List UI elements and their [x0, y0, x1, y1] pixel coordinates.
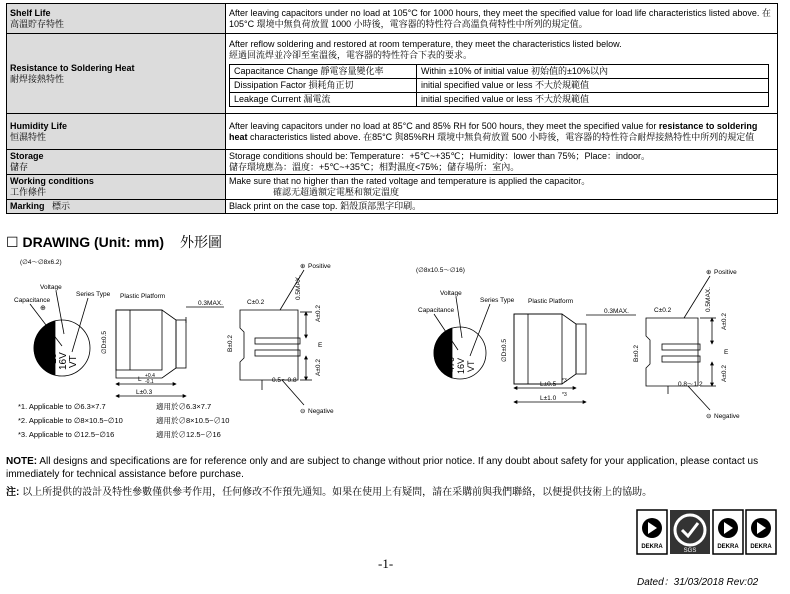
right-w-dim: 0.8～1.2	[678, 381, 703, 388]
subtable-row	[230, 64, 769, 78]
right-d-dim: ∅D±0.5	[501, 339, 508, 362]
humidity-text-a: After leaving capacitors under no load at 85°C and 85% RH for 500 hours, they meet the specified value for	[229, 120, 659, 131]
subtable-row	[230, 92, 769, 106]
footnote-zh: 適用於∅6.3×7.7	[156, 402, 212, 411]
note-zh-text: 以上所提供的設計及特性參數僅供參考作用，任何修改不作預先通知。如果在使用上有疑問，請在采購前與我們聯絡，以便提供技術上的協助。	[19, 487, 653, 498]
page-number: -1-	[378, 556, 394, 571]
soldering-subtable	[229, 64, 769, 107]
left-positive-label: Positive	[308, 263, 331, 270]
left-cap-value: 10	[48, 352, 59, 364]
left-series-mark: VT	[68, 355, 79, 368]
right-max-dim: 0.3MAX.	[604, 308, 629, 315]
right-a-top: A±0.2	[721, 313, 728, 330]
footnote-zh: 適用於∅8×10.5~∅10	[156, 416, 230, 425]
left-a-bot: A±0.2	[315, 359, 322, 376]
right-series-label: Series Type	[480, 297, 515, 304]
right-bottom-view	[646, 318, 698, 386]
subtable-row	[230, 78, 769, 92]
left-side-view	[116, 310, 162, 370]
right-capacitance-label: Capacitance	[418, 307, 455, 314]
left-e-dim: E	[318, 342, 323, 349]
spec-label-zh: 耐焊接熱特性	[10, 73, 65, 84]
spec-label	[7, 4, 226, 34]
soldering-intro-zh: 經過回流焊並冷卻至室溫後，電容器的特性符合下表的要求。	[229, 49, 473, 60]
right-l-dim: L±0.5	[540, 381, 557, 388]
footnote-en: *1. Applicable to ∅6.3×7.7	[18, 402, 106, 411]
spec-label	[7, 175, 226, 200]
subtable-value: initial specified value or less 不大於規範值	[417, 78, 769, 92]
footnote-zh: 適用於∅12.5~∅16	[156, 430, 221, 439]
spec-value	[226, 150, 778, 175]
drawing-heading	[6, 232, 222, 252]
dekra-logo	[637, 510, 667, 554]
working-line-en: Make sure that no higher than the rated voltage and temperature is applied the capacitor。	[229, 176, 591, 186]
left-l-tol-bot: -0.1	[145, 379, 154, 385]
right-l-mark: *3	[562, 378, 567, 384]
spec-label-zh: 高溫貯存特性	[10, 18, 65, 29]
left-l-dim: L	[138, 376, 142, 383]
dated-revision: Dated：31/03/2018 Rev:02	[637, 577, 759, 588]
spec-label	[7, 150, 226, 175]
left-capacitance-label: Capacitance	[14, 297, 51, 304]
left-series-label: Series Type	[76, 291, 111, 298]
spec-row-marking	[7, 200, 778, 214]
drawing-area	[0, 250, 790, 450]
subtable-item: Capacitance Change 靜電容量變化率	[230, 64, 417, 78]
left-l-tol-top: +0.4	[145, 373, 155, 379]
spec-value	[226, 114, 778, 150]
subtable-value: initial specified value or less 不大於規範值	[417, 92, 769, 106]
spec-label-en: Working conditions	[10, 176, 94, 186]
spec-row-storage	[7, 150, 778, 175]
left-negative-label: Negative	[308, 408, 334, 415]
humidity-text-c: characteristics listed above. 在85°C 與85%RH 環境中無負荷放置 500 小時後，電容器的特性符合耐焊接熱特性中所列的規定值	[247, 131, 755, 142]
right-a-bot: A±0.2	[721, 365, 728, 382]
spec-label	[7, 34, 226, 114]
dekra-logo	[746, 510, 776, 554]
spec-label-en: Humidity Life	[10, 120, 68, 131]
drawing-title-zh: 外形圖	[180, 234, 222, 250]
note-en-label: NOTE:	[6, 456, 38, 467]
left-plus-icon: ⊕	[40, 305, 46, 312]
spec-label-en: Shelf Life	[10, 7, 51, 18]
left-size-note: (∅4～∅8x6.2)	[20, 259, 62, 266]
spec-label-zh: 儲存	[10, 162, 29, 172]
note-zh	[6, 486, 784, 499]
spec-label-zh: 工作條件	[10, 187, 47, 197]
right-size-note: (∅8x10.5～∅16)	[416, 267, 465, 274]
right-drawing	[416, 267, 740, 420]
footnote-en: *2. Applicable to ∅8×10.5~∅10	[18, 416, 123, 425]
spec-value: After leaving capacitors under no load at 105°C for 1000 hours, they meet the specified value for load life characteristics listed above. 在 105°C 環境中無負荷放置 1000 小時後，電容器的特性符合高溫負荷特性中所列的規定值。	[226, 4, 778, 34]
spec-table	[6, 3, 778, 214]
left-b-dim: B±0.2	[227, 335, 234, 352]
spec-label	[7, 200, 226, 214]
cert-logos	[636, 508, 782, 558]
dekra-text: DEKRA	[750, 544, 772, 550]
drawing-title: DRAWING (Unit: mm)	[22, 234, 164, 250]
note-en	[6, 455, 784, 481]
right-cap-value: 470	[446, 356, 456, 372]
working-line-zh: 確認无超過額定電壓和額定溫度	[273, 187, 400, 197]
spec-value	[226, 175, 778, 200]
dekra-text: DEKRA	[641, 544, 663, 550]
spec-label-en: Resistance to Soldering Heat	[10, 62, 135, 73]
right-tmax: 0.5MAX.	[705, 287, 712, 312]
right-l2-mark: *3	[562, 392, 567, 398]
right-negative-icon: ⊖	[706, 413, 712, 420]
left-tmax: 0.5MAX.	[295, 275, 302, 300]
sgs-logo	[670, 510, 710, 554]
right-positive-label: Positive	[714, 269, 737, 276]
left-c-dim: C±0.2	[247, 299, 265, 306]
subtable-item: Leakage Current 漏電流	[230, 92, 417, 106]
storage-line-zh: 儲存環境應為：溫度：+5℃~+35℃；相對濕度<75%；儲存場所：室內。	[229, 162, 520, 172]
spec-label-zh: 恒濕特性	[10, 131, 47, 142]
right-l2-dim: L±1.0	[540, 395, 557, 402]
spec-label-en: Storage	[10, 151, 44, 161]
soldering-intro-en: After reflow soldering and restored at room temperature, they meet the characteristics listed below.	[229, 38, 622, 49]
left-w-dim: 0.5～0.8	[272, 377, 297, 384]
left-negative-icon: ⊖	[300, 408, 306, 415]
spec-row-working-conditions	[7, 175, 778, 200]
dekra-logo	[713, 510, 743, 554]
right-volt-value: 16V	[456, 357, 466, 374]
left-volt-value: 16V	[58, 352, 69, 370]
spec-value	[226, 34, 778, 114]
right-negative-label: Negative	[714, 413, 740, 420]
left-a-top: A±0.2	[315, 305, 322, 322]
right-b-dim: B±0.2	[633, 345, 640, 362]
spec-row-soldering-heat	[7, 34, 778, 114]
spec-value: Black print on the case top. 鋁殼頂部黑字印刷。	[226, 200, 778, 214]
left-platform-label: Plastic Platform	[120, 293, 166, 300]
right-platform-label: Plastic Platform	[528, 298, 574, 305]
note-zh-label: 注:	[6, 487, 20, 498]
spec-label	[7, 114, 226, 150]
left-ls-dim: L±0.3	[136, 389, 153, 396]
subtable-value: Within ±10% of initial value 初始值的±10%以內	[417, 64, 769, 78]
right-voltage-label: Voltage	[440, 290, 462, 297]
left-voltage-label: Voltage	[40, 284, 62, 291]
spec-row-humidity-life	[7, 114, 778, 150]
sgs-text: SGS	[683, 548, 697, 554]
humidity-text-bold: resistance to soldering heat	[229, 120, 758, 142]
footnote-en: *3. Applicable to ∅12.5~∅16	[18, 430, 115, 439]
spec-row-shelf-life	[7, 4, 778, 34]
subtable-item: Dissipation Factor 損耗角正切	[230, 78, 417, 92]
right-c-dim: C±0.2	[654, 307, 672, 314]
checkbox-icon: ☐	[6, 234, 19, 250]
note-en-text: All designs and specifications are for reference only and are subject to change without prior notice. If any doubt about safety for your application, please contact us immediately for technical assistance before purchase.	[6, 456, 759, 480]
left-positive-icon: ⊕	[300, 263, 306, 270]
spec-label-zh: 標示	[52, 201, 71, 211]
right-e-dim: E	[724, 349, 729, 356]
left-d-dim: ∅D±0.5	[101, 331, 108, 354]
left-bottom-view	[240, 310, 298, 380]
left-drawing	[14, 259, 334, 439]
spec-label-en: Marking	[10, 201, 45, 211]
right-positive-icon: ⊕	[706, 269, 712, 276]
right-side-view	[514, 314, 562, 384]
left-max-dim: 0.3MAX.	[198, 300, 223, 307]
storage-line-en: Storage conditions should be: Temperature：+5℃~+35℃；Humidity：lower than 75%；Place：indoor。	[229, 151, 651, 161]
right-series-mark: VT	[466, 360, 476, 372]
dekra-text: DEKRA	[717, 544, 739, 550]
left-polarity-band	[34, 321, 55, 375]
